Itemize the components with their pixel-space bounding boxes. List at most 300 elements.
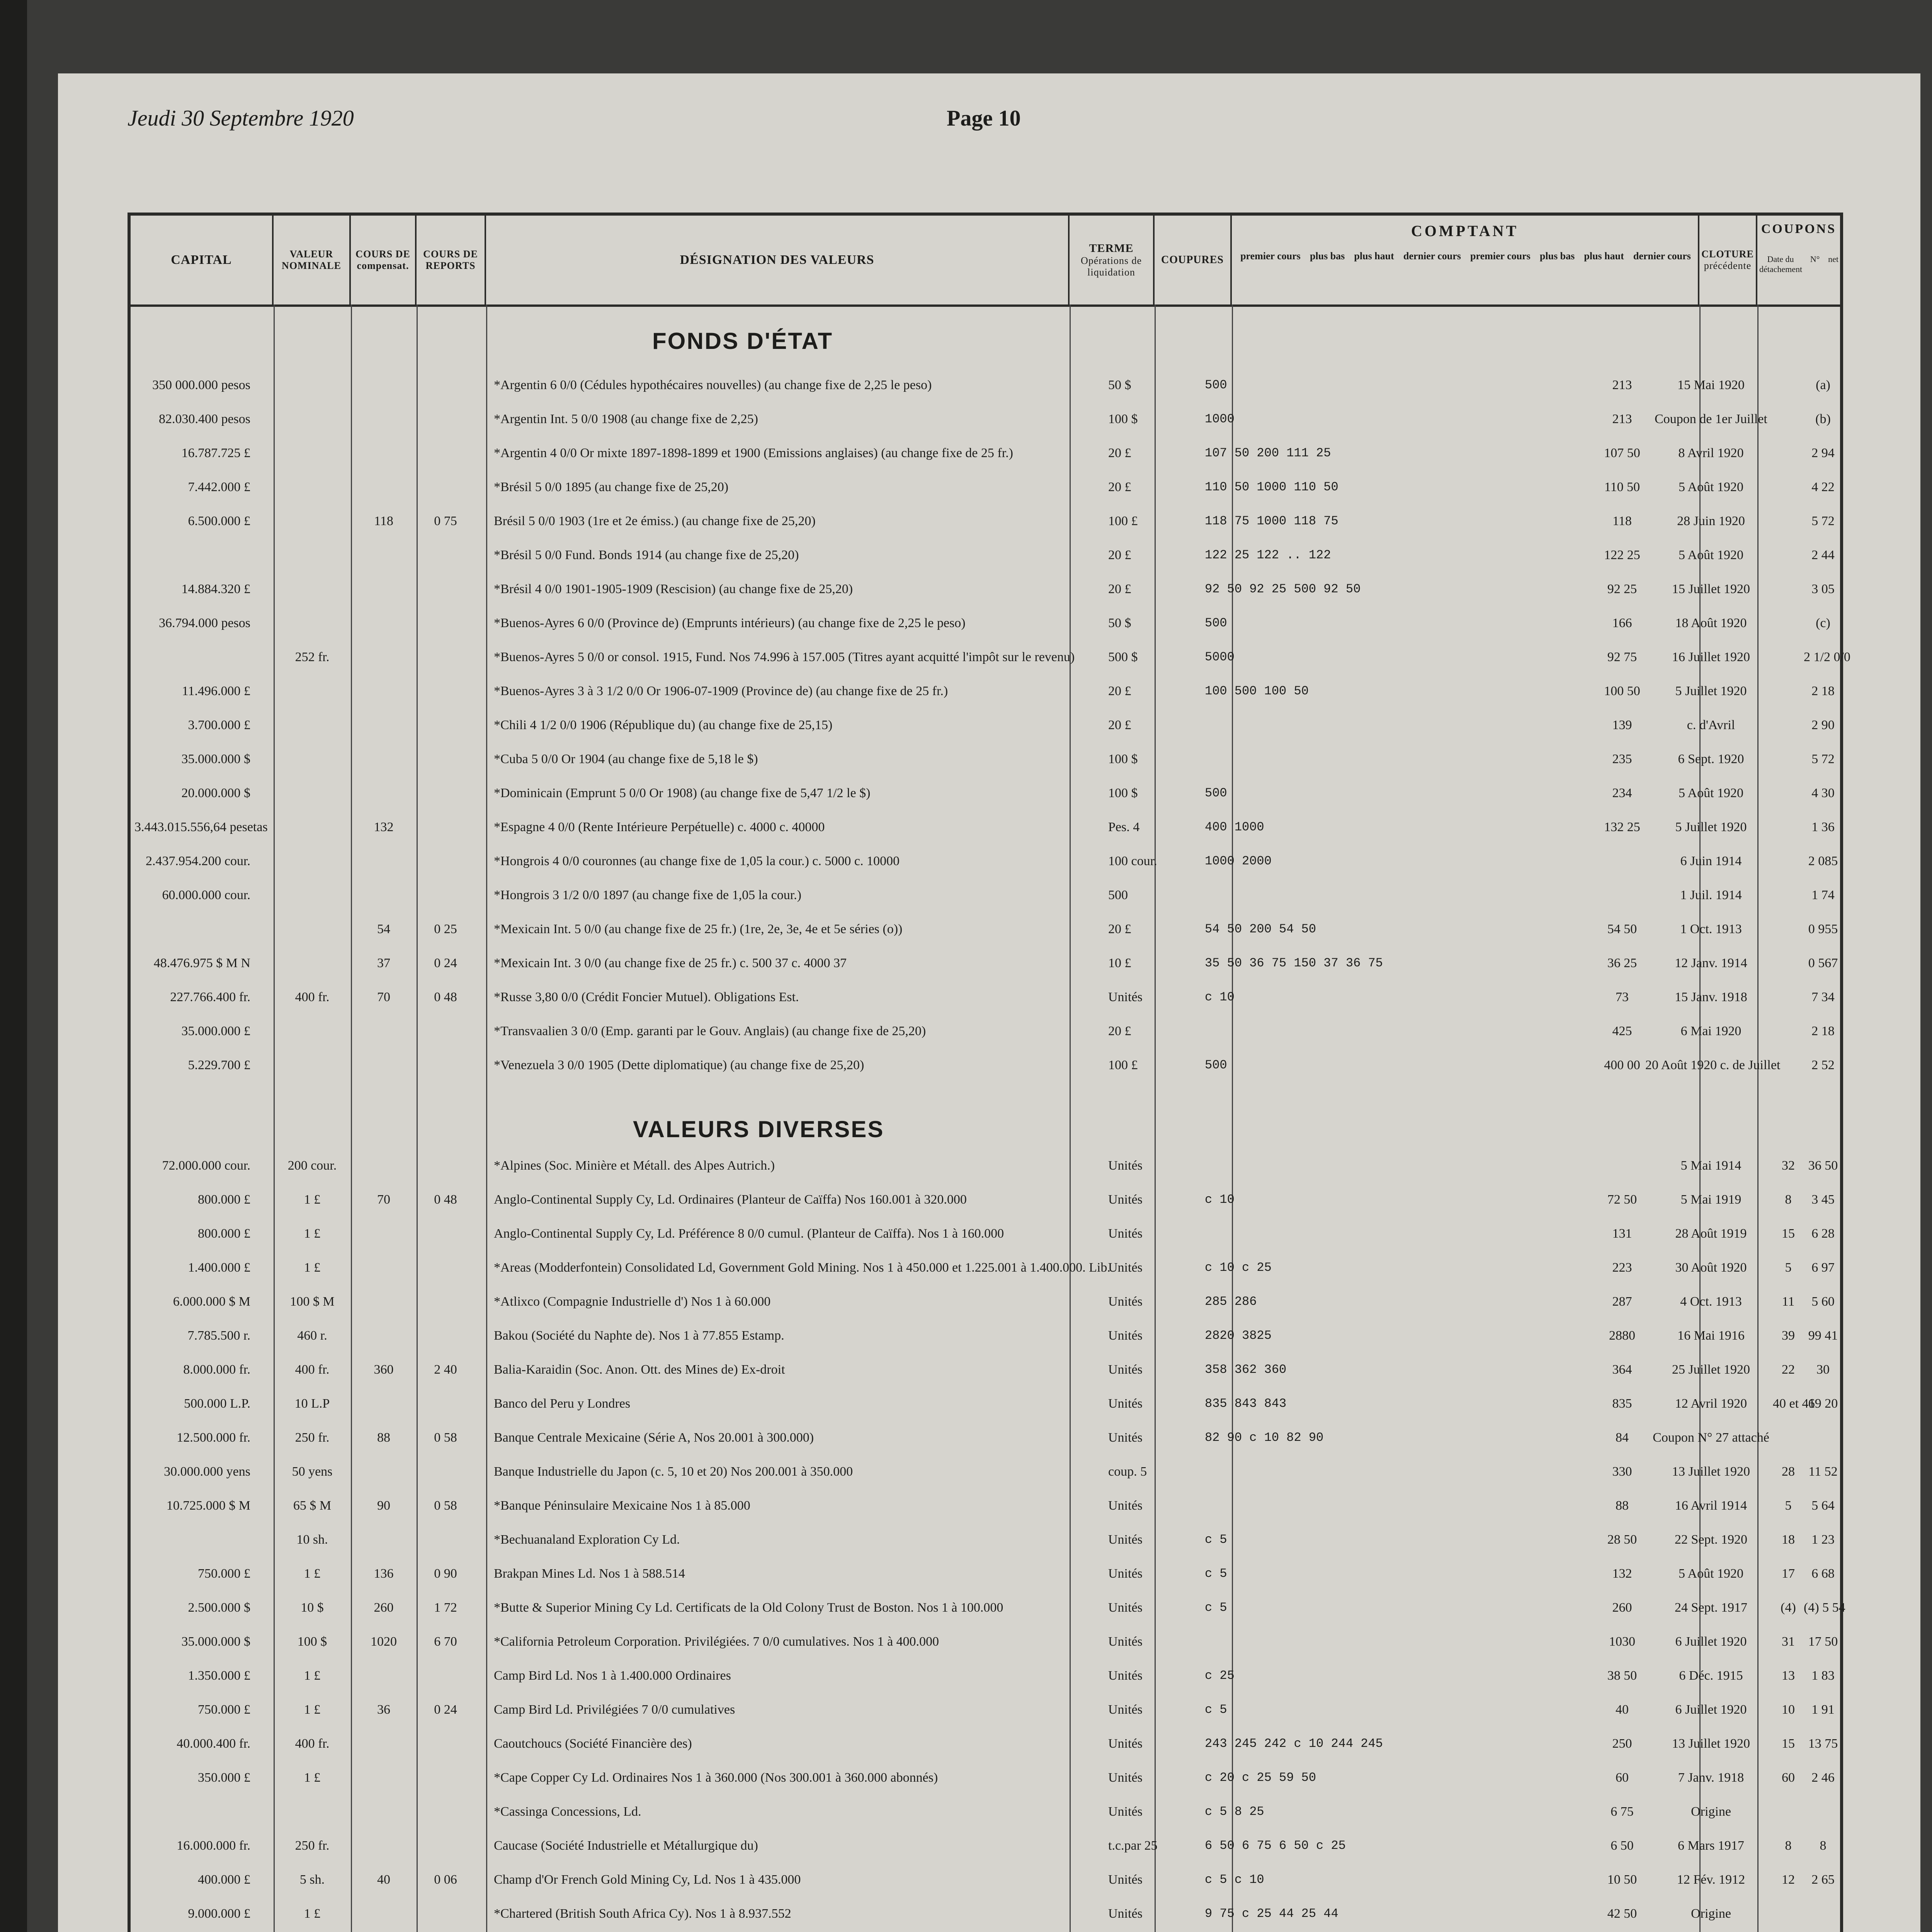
cell-cap: 9.000.000 £ xyxy=(188,1906,250,1921)
cell-mkt: c 5 xyxy=(1205,1566,1227,1581)
col-terme-label: TERME xyxy=(1089,242,1134,255)
cell-net: 2 1/2 0/0 xyxy=(1804,650,1850,664)
cell-dat: 12 Avril 1920 xyxy=(1675,1396,1747,1411)
section-title-valeurs-diverses: VALEURS DIVERSES xyxy=(633,1116,884,1142)
cell-clo: 38 50 xyxy=(1607,1668,1637,1683)
cell-des: Balia-Karaidin (Soc. Anon. Ott. des Mines de) Ex-droit xyxy=(494,1362,785,1377)
cell-dat: 20 Août 1920 c. de Juillet xyxy=(1645,1058,1781,1072)
cell-net: 1 36 xyxy=(1811,820,1835,834)
table-row xyxy=(131,718,1840,740)
cell-net: 2 18 xyxy=(1811,1024,1835,1038)
cell-dat: 6 Mai 1920 xyxy=(1680,1024,1742,1038)
cell-clo: 425 xyxy=(1612,1024,1632,1038)
cell-net: 2 65 xyxy=(1811,1872,1835,1887)
cell-no: 5 xyxy=(1785,1498,1792,1513)
cell-clo: 166 xyxy=(1612,616,1632,630)
col-cloture-label: CLOTURE xyxy=(1701,248,1754,260)
cell-cap: 1.400.000 £ xyxy=(188,1260,250,1275)
cell-cmp: 37 xyxy=(377,956,390,970)
table-row xyxy=(131,548,1840,570)
cell-cp: t.c.par 25 xyxy=(1108,1838,1158,1853)
cell-net: 5 72 xyxy=(1811,752,1835,766)
cell-mkt: 6 50 6 75 6 50 c 25 xyxy=(1205,1838,1346,1853)
cell-val: 1 £ xyxy=(304,1260,321,1275)
cell-dat: 13 Juillet 1920 xyxy=(1672,1736,1750,1751)
cell-no: 8 xyxy=(1785,1192,1792,1207)
cell-net: (a) xyxy=(1816,378,1830,392)
table-row xyxy=(131,1226,1840,1248)
table-row xyxy=(131,412,1840,434)
table-row xyxy=(131,922,1840,944)
cell-mkt: c 10 xyxy=(1205,990,1235,1004)
cell-rep: 0 75 xyxy=(434,514,457,528)
cell-clo: 1030 xyxy=(1609,1634,1635,1649)
plus-bas-label: plus bas xyxy=(1310,250,1345,262)
cell-net: 3 45 xyxy=(1811,1192,1835,1207)
cell-val: 10 L.P xyxy=(294,1396,330,1411)
col-coupures xyxy=(1155,216,1232,304)
cell-no: 40 et 41 xyxy=(1773,1396,1815,1411)
cell-mkt: c 20 c 25 59 50 xyxy=(1205,1770,1316,1785)
cell-val: 200 cour. xyxy=(287,1158,337,1173)
cell-mkt: c 5 c 10 xyxy=(1205,1872,1264,1887)
cell-dat: 5 Août 1920 xyxy=(1678,480,1744,494)
cell-dat: 24 Sept. 1917 xyxy=(1675,1600,1747,1615)
cell-cmp: 136 xyxy=(374,1566,394,1581)
cell-dat: 1 Oct. 1913 xyxy=(1680,922,1742,936)
table-row xyxy=(131,1058,1840,1080)
cell-rep: 1 72 xyxy=(434,1600,457,1615)
cell-cap: 3.700.000 £ xyxy=(188,718,250,732)
cell-dat: 12 Fév. 1912 xyxy=(1677,1872,1745,1887)
cell-dat: 6 Juillet 1920 xyxy=(1675,1634,1747,1649)
cell-dat: 6 Déc. 1915 xyxy=(1679,1668,1743,1683)
cell-des: *Brésil 4 0/0 1901-1905-1909 (Rescision) (au change fixe de 25,20) xyxy=(494,582,853,596)
cell-net: 2 085 xyxy=(1808,854,1838,868)
net-label: net xyxy=(1828,254,1838,264)
cell-net: 2 18 xyxy=(1811,684,1835,698)
cell-mkt: 500 xyxy=(1205,786,1227,800)
page-header xyxy=(128,97,1861,139)
cell-net: 5 60 xyxy=(1811,1294,1835,1309)
cell-clo: 235 xyxy=(1612,752,1632,766)
table-row xyxy=(131,1464,1840,1486)
cell-cp: 20 £ xyxy=(1108,684,1131,698)
cell-cmp: 40 xyxy=(377,1872,390,1887)
cell-clo: 122 25 xyxy=(1604,548,1640,562)
col-terme xyxy=(1070,216,1155,304)
table-row xyxy=(131,1328,1840,1350)
cell-cp: 20 £ xyxy=(1108,1024,1131,1038)
cell-rep: 0 24 xyxy=(434,1702,457,1717)
cell-dat: 5 Mai 1919 xyxy=(1680,1192,1742,1207)
comptant-subheaders xyxy=(1236,250,1696,262)
cell-val: 1 £ xyxy=(304,1668,321,1683)
cell-des: Banco del Peru y Londres xyxy=(494,1396,631,1411)
cell-cmp: 260 xyxy=(374,1600,394,1615)
cell-net: 1 23 xyxy=(1811,1532,1835,1547)
cell-clo: 28 50 xyxy=(1607,1532,1637,1547)
coupons-subheaders xyxy=(1759,254,1838,274)
cell-cap: 750.000 £ xyxy=(198,1702,250,1717)
cell-des: *Buenos-Ayres 5 0/0 or consol. 1915, Fund. Nos 74.996 à 157.005 (Titres ayant acquitté l'impôt sur le revenu) xyxy=(494,650,1075,664)
table-row xyxy=(131,514,1840,536)
cell-val: 1 £ xyxy=(304,1702,321,1717)
cell-cmp: 70 xyxy=(377,1192,390,1207)
cell-des: *Hongrois 3 1/2 0/0 1897 (au change fixe de 1,05 la cour.) xyxy=(494,888,801,902)
cell-mkt: c 5 xyxy=(1205,1532,1227,1547)
cell-clo: 213 xyxy=(1612,412,1632,426)
cell-des: Brakpan Mines Ld. Nos 1 à 588.514 xyxy=(494,1566,685,1581)
cell-dat: 5 Juillet 1920 xyxy=(1675,684,1747,698)
cell-des: Champ d'Or French Gold Mining Cy, Ld. Nos 1 à 435.000 xyxy=(494,1872,801,1887)
cell-val: 1 £ xyxy=(304,1770,321,1785)
table-row xyxy=(131,1260,1840,1282)
cell-des: Brésil 5 0/0 1903 (1re et 2e émiss.) (au change fixe de 25,20) xyxy=(494,514,816,528)
cell-cp: 50 $ xyxy=(1108,616,1131,630)
cell-clo: 72 50 xyxy=(1607,1192,1637,1207)
cell-cap: 500.000 L.P. xyxy=(184,1396,250,1411)
cell-mkt: c 10 xyxy=(1205,1192,1235,1207)
cell-mkt: c 5 xyxy=(1205,1702,1227,1717)
cell-cap: 82.030.400 pesos xyxy=(158,412,250,426)
cell-cp: 100 $ xyxy=(1108,786,1138,800)
table-row xyxy=(131,1294,1840,1316)
cell-val: 1 £ xyxy=(304,1226,321,1241)
cell-clo: 223 xyxy=(1612,1260,1632,1275)
cell-cap: 350.000 £ xyxy=(198,1770,250,1785)
cell-cap: 3.443.015.556,64 pesetas xyxy=(134,820,268,834)
cell-dat: 28 Juin 1920 xyxy=(1677,514,1745,528)
table-row xyxy=(131,1498,1840,1520)
cell-dat: 6 Juin 1914 xyxy=(1680,854,1742,868)
cell-val: 100 $ xyxy=(297,1634,327,1649)
cell-des: Anglo-Continental Supply Cy, Ld. Préférence 8 0/0 cumul. (Planteur de Caïffa). Nos 1 à 160.000 xyxy=(494,1226,1004,1241)
table-row xyxy=(131,752,1840,774)
cell-net: 2 46 xyxy=(1811,1770,1835,1785)
cell-mkt: c 10 c 25 xyxy=(1205,1260,1272,1275)
cell-des: *Bechuanaland Exploration Cy Ld. xyxy=(494,1532,680,1547)
cell-mkt: 5000 xyxy=(1205,650,1235,664)
cell-cmp: 360 xyxy=(374,1362,394,1377)
dernier-cours-label: dernier cours xyxy=(1403,250,1461,262)
table-row xyxy=(131,1668,1840,1690)
cell-mkt: 243 245 242 c 10 244 245 xyxy=(1205,1736,1383,1751)
col-valeur-nominale xyxy=(274,216,351,304)
cell-cp: coup. 5 xyxy=(1108,1464,1147,1479)
cell-val: 250 fr. xyxy=(295,1838,330,1853)
page-number: Page 10 xyxy=(947,105,1021,131)
cell-dat: 30 Août 1920 xyxy=(1675,1260,1747,1275)
cell-net: (c) xyxy=(1816,616,1830,630)
cell-mkt: c 25 xyxy=(1205,1668,1235,1683)
cell-cp: Unités xyxy=(1108,1396,1143,1411)
cell-val: 400 fr. xyxy=(295,1736,330,1751)
cell-des: *Alpines (Soc. Minière et Métall. des Alpes Autrich.) xyxy=(494,1158,775,1173)
cell-clo: 400 00 xyxy=(1604,1058,1640,1072)
cell-cp: 100 $ xyxy=(1108,752,1138,766)
cell-val: 250 fr. xyxy=(295,1430,330,1445)
cell-cap: 35.000.000 $ xyxy=(181,752,250,766)
cell-des: *Transvaalien 3 0/0 (Emp. garanti par le Gouv. Anglais) (au change fixe de 25,20) xyxy=(494,1024,926,1038)
cell-val: 50 yens xyxy=(292,1464,333,1479)
cell-val: 460 r. xyxy=(297,1328,327,1343)
cell-dat: 4 Oct. 1913 xyxy=(1680,1294,1742,1309)
cell-des: *Areas (Modderfontein) Consolidated Ld, Government Gold Mining. Nos 1 à 450.000 et 1.225.001 à 1.400.000. Lib. xyxy=(494,1260,1111,1275)
cell-cap: 10.725.000 $ M xyxy=(166,1498,250,1513)
cell-mkt: 82 90 c 10 82 90 xyxy=(1205,1430,1324,1445)
section-title-fonds-etat: FONDS D'ÉTAT xyxy=(652,328,833,354)
cell-des: Camp Bird Ld. Nos 1 à 1.400.000 Ordinaires xyxy=(494,1668,731,1683)
cell-net: 0 955 xyxy=(1808,922,1838,936)
cell-des: *Russe 3,80 0/0 (Crédit Foncier Mutuel). Obligations Est. xyxy=(494,990,799,1004)
cell-des: *Buenos-Ayres 6 0/0 (Province de) (Emprunts intérieurs) (au change fixe de 2,25 le peso) xyxy=(494,616,966,630)
cell-des: *Hongrois 4 0/0 couronnes (au change fixe de 1,05 la cour.) c. 5000 c. 10000 xyxy=(494,854,900,868)
cell-no: (4) xyxy=(1781,1600,1796,1615)
cell-net: 2 52 xyxy=(1811,1058,1835,1072)
cell-des: *Chili 4 1/2 0/0 1906 (République du) (au change fixe de 25,15) xyxy=(494,718,833,732)
table-row xyxy=(131,1906,1840,1928)
cell-dat: 6 Sept. 1920 xyxy=(1678,752,1744,766)
cell-net: 7 34 xyxy=(1811,990,1835,1004)
cell-clo: 132 xyxy=(1612,1566,1632,1581)
col-designation xyxy=(486,216,1070,304)
cell-dat: 25 Juillet 1920 xyxy=(1672,1362,1750,1377)
cell-mkt: 285 286 xyxy=(1205,1294,1257,1309)
cell-net: 17 50 xyxy=(1808,1634,1838,1649)
cell-clo: 88 xyxy=(1616,1498,1629,1513)
cell-no: 22 xyxy=(1782,1362,1795,1377)
table-row xyxy=(131,616,1840,638)
col-terme-sublabel: Opérations de liquidation xyxy=(1080,255,1142,278)
cell-cmp: 1020 xyxy=(371,1634,397,1649)
cell-cap: 6.000.000 $ M xyxy=(173,1294,250,1309)
cell-clo: 131 xyxy=(1612,1226,1632,1241)
cell-clo: 6 50 xyxy=(1611,1838,1634,1853)
table-row xyxy=(131,1024,1840,1046)
cell-dat: 13 Juillet 1920 xyxy=(1672,1464,1750,1479)
table-row xyxy=(131,378,1840,400)
cell-net: (b) xyxy=(1815,412,1831,426)
cell-mkt: c 5 xyxy=(1205,1600,1227,1615)
cell-des: *Dominicain (Emprunt 5 0/0 Or 1908) (au change fixe de 5,47 1/2 le $) xyxy=(494,786,871,800)
cell-des: *Chartered (British South Africa Cy). Nos 1 à 8.937.552 xyxy=(494,1906,791,1921)
cell-cp: Unités xyxy=(1108,1192,1143,1207)
cell-cap: 16.787.725 £ xyxy=(181,446,250,460)
cell-mkt: 1000 2000 xyxy=(1205,854,1272,868)
cell-cp: Unités xyxy=(1108,1294,1143,1309)
cell-val: 400 fr. xyxy=(295,990,330,1004)
table-row xyxy=(131,1770,1840,1792)
cell-cp: Pes. 4 xyxy=(1108,820,1140,834)
cell-dat: 5 Août 1920 xyxy=(1678,1566,1744,1581)
cell-des: *Banque Péninsulaire Mexicaine Nos 1 à 85.000 xyxy=(494,1498,750,1513)
cell-cap: 35.000.000 $ xyxy=(181,1634,250,1649)
cell-no: 12 xyxy=(1782,1872,1795,1887)
cell-des: Anglo-Continental Supply Cy, Ld. Ordinaires (Planteur de Caïffa) Nos 160.001 à 320.000 xyxy=(494,1192,967,1207)
cell-clo: 54 50 xyxy=(1607,922,1637,936)
cell-net: 2 90 xyxy=(1811,718,1835,732)
cell-des: *California Petroleum Corporation. Privilégiées. 7 0/0 cumulatives. Nos 1 à 400.000 xyxy=(494,1634,939,1649)
cell-dat: 15 Juillet 1920 xyxy=(1672,582,1750,596)
cell-cap: 11.496.000 £ xyxy=(182,684,250,698)
cell-des: *Cuba 5 0/0 Or 1904 (au change fixe de 5,18 le $) xyxy=(494,752,758,766)
cell-no: 5 xyxy=(1785,1260,1792,1275)
cell-cap: 227.766.400 fr. xyxy=(170,990,250,1004)
cell-mkt: 35 50 36 75 150 37 36 75 xyxy=(1205,956,1383,970)
col-coupons-label: COUPONS xyxy=(1761,222,1837,236)
cell-cap: 20.000.000 $ xyxy=(181,786,250,800)
cell-clo: 260 xyxy=(1612,1600,1632,1615)
cell-val: 400 fr. xyxy=(295,1362,330,1377)
table-row xyxy=(131,786,1840,808)
cell-cp: Unités xyxy=(1108,1702,1143,1717)
cell-cp: 20 £ xyxy=(1108,718,1131,732)
cell-mkt: 107 50 200 111 25 xyxy=(1205,446,1331,460)
cell-dat: Coupon de 1er Juillet xyxy=(1655,412,1767,426)
cell-no: 18 xyxy=(1782,1532,1795,1547)
premier-cours-label-2: premier cours xyxy=(1470,250,1531,262)
cell-mkt: 100 500 100 50 xyxy=(1205,684,1309,698)
cell-net: 13 75 xyxy=(1808,1736,1838,1751)
cell-des: *Cape Copper Cy Ld. Ordinaires Nos 1 à 360.000 (Nos 300.001 à 360.000 abonnés) xyxy=(494,1770,938,1785)
cell-no: 17 xyxy=(1782,1566,1795,1581)
cell-cap: 72.000.000 cour. xyxy=(162,1158,250,1173)
cell-clo: 10 50 xyxy=(1607,1872,1637,1887)
table-row xyxy=(131,1702,1840,1724)
cell-cp: 100 £ xyxy=(1108,514,1138,528)
table-row xyxy=(131,446,1840,468)
cell-cp: Unités xyxy=(1108,1566,1143,1581)
cell-des: Camp Bird Ld. Privilégiées 7 0/0 cumulatives xyxy=(494,1702,735,1717)
cell-cap: 40.000.400 fr. xyxy=(177,1736,250,1751)
cell-cp: 100 £ xyxy=(1108,1058,1138,1072)
cell-cp: 100 cour. xyxy=(1108,854,1157,868)
cell-net: 4 30 xyxy=(1811,786,1835,800)
cell-clo: 92 25 xyxy=(1607,582,1637,596)
cell-cap: 60.000.000 cour. xyxy=(162,888,250,902)
cell-no: 32 xyxy=(1782,1158,1795,1173)
table-row xyxy=(131,480,1840,502)
cell-mkt: 92 50 92 25 500 92 50 xyxy=(1205,582,1361,596)
table-row xyxy=(131,1396,1840,1418)
cell-dat: 12 Janv. 1914 xyxy=(1675,956,1747,970)
cell-val: 252 fr. xyxy=(295,650,330,664)
table-row xyxy=(131,582,1840,604)
cell-cp: Unités xyxy=(1108,1532,1143,1547)
col-cours-reports-label: COURS DE REPORTS xyxy=(423,248,478,271)
cell-dat: 16 Avril 1914 xyxy=(1675,1498,1747,1513)
cell-mkt: 500 xyxy=(1205,616,1227,630)
cell-dat: 5 Mai 1914 xyxy=(1680,1158,1742,1173)
cell-cap: 750.000 £ xyxy=(198,1566,250,1581)
cell-net: 0 567 xyxy=(1808,956,1838,970)
cell-clo: 110 50 xyxy=(1604,480,1640,494)
cell-dat: 6 Juillet 1920 xyxy=(1675,1702,1747,1717)
cell-net: 5 72 xyxy=(1811,514,1835,528)
cell-cmp: 90 xyxy=(377,1498,390,1513)
table-row xyxy=(131,684,1840,706)
cell-rep: 0 90 xyxy=(434,1566,457,1581)
cell-cap: 5.229.700 £ xyxy=(188,1058,250,1072)
cell-cap: 1.350.000 £ xyxy=(188,1668,250,1683)
col-cours-reports xyxy=(417,216,486,304)
cell-cap: 2.500.000 $ xyxy=(188,1600,250,1615)
cell-clo: 36 25 xyxy=(1607,956,1637,970)
table-row xyxy=(131,1362,1840,1384)
cell-cp: 500 xyxy=(1108,888,1128,902)
cell-cp: Unités xyxy=(1108,1872,1143,1887)
cell-cap: 6.500.000 £ xyxy=(188,514,250,528)
cell-clo: 107 50 xyxy=(1604,446,1640,460)
cell-cap: 800.000 £ xyxy=(198,1192,250,1207)
table-row xyxy=(131,1634,1840,1656)
cell-clo: 40 xyxy=(1616,1702,1629,1717)
col-coupures-label: COUPURES xyxy=(1161,254,1224,266)
cell-cap: 30.000.000 yens xyxy=(164,1464,250,1479)
cell-mkt: 54 50 200 54 50 xyxy=(1205,922,1316,936)
cell-rep: 0 24 xyxy=(434,956,457,970)
cell-dat: 5 Août 1920 xyxy=(1678,548,1744,562)
date-detachement-label: Date du détachement xyxy=(1759,254,1803,274)
cell-cp: Unités xyxy=(1108,1362,1143,1377)
cell-net: 1 74 xyxy=(1811,888,1835,902)
page-date: Jeudi 30 Septembre 1920 xyxy=(128,105,354,131)
cell-cap: 8.000.000 fr. xyxy=(183,1362,250,1377)
cell-cap: 7.442.000 £ xyxy=(188,480,250,494)
cell-mkt: c 5 8 25 xyxy=(1205,1804,1264,1819)
table-row xyxy=(131,888,1840,910)
cell-net: 36 50 xyxy=(1808,1158,1838,1173)
cell-des: Banque Industrielle du Japon (c. 5, 10 et 20) Nos 200.001 à 350.000 xyxy=(494,1464,853,1479)
cell-cmp: 88 xyxy=(377,1430,390,1445)
table-row xyxy=(131,1192,1840,1214)
plus-bas-label-2: plus bas xyxy=(1539,250,1575,262)
table-row xyxy=(131,990,1840,1012)
col-cours-compensation-label: COURS DE compensat. xyxy=(355,248,410,271)
cell-dat: 16 Mai 1916 xyxy=(1677,1328,1745,1343)
cell-cap: 14.884.320 £ xyxy=(181,582,250,596)
cell-des: *Atlixco (Compagnie Industrielle d') Nos 1 à 60.000 xyxy=(494,1294,771,1309)
cell-clo: 330 xyxy=(1612,1464,1632,1479)
table-row xyxy=(131,650,1850,672)
quotation-table xyxy=(128,213,1850,1932)
cell-cp: 100 $ xyxy=(1108,412,1138,426)
cell-rep: 0 06 xyxy=(434,1872,457,1887)
cell-clo: 213 xyxy=(1612,378,1632,392)
cell-dat: 16 Juillet 1920 xyxy=(1672,650,1750,664)
cell-cap: 7.785.500 r. xyxy=(187,1328,250,1343)
cell-cp: Unités xyxy=(1108,1430,1143,1445)
cell-clo: 364 xyxy=(1612,1362,1632,1377)
table-row xyxy=(131,1566,1840,1588)
cell-des: *Argentin Int. 5 0/0 1908 (au change fixe de 2,25) xyxy=(494,412,758,426)
cell-mkt: 9 75 c 25 44 25 44 xyxy=(1205,1906,1338,1921)
cell-net: 1 83 xyxy=(1811,1668,1835,1683)
cell-val: 100 $ M xyxy=(290,1294,335,1309)
cell-no: 15 xyxy=(1782,1226,1795,1241)
cell-cap: 12.500.000 fr. xyxy=(177,1430,250,1445)
cell-net: 1 91 xyxy=(1811,1702,1835,1717)
cell-val: 1 £ xyxy=(304,1906,321,1921)
cell-net: 4 22 xyxy=(1811,480,1835,494)
cell-dat: 1 Juil. 1914 xyxy=(1680,888,1742,902)
cell-cp: 20 £ xyxy=(1108,548,1131,562)
cell-cp: 20 £ xyxy=(1108,922,1131,936)
table-row xyxy=(131,1600,1845,1622)
cell-rep: 6 70 xyxy=(434,1634,457,1649)
cell-clo: 139 xyxy=(1612,718,1632,732)
